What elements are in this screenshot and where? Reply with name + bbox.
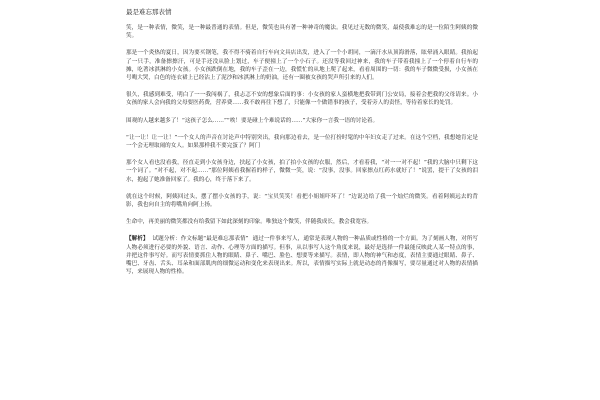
paragraph: 那个女人看也没看我，径直走到小女孩身边，扶起了小女孩，拍了拍小女孩的衣服，然后，才看着我，“对一一对不起！”我的大脑中只剩下这一个词了。“对不起，对不起……”那位阿姨看我握着的样子，微微一笑，说：“没事，没事。回家擦点红药水就好了！”说罢，提干了女孩的泪水，抱起了她准备回家了。我的心，终于落下来了。 bbox=[126, 160, 478, 183]
paragraph: 就在这个时候，阿姨回过头，摆了摆小女孩的手，说：“宝贝笑笑！看把小姐姐吓坏了！”边说边给了我一个灿烂的微笑。看着阿姨远去的背影，我也向自主的将嘴角向阿上扬。 bbox=[126, 193, 478, 209]
paragraph: 很久，我感到难受，明白了一一我闯祸了，我忐忑不安的想象后面的事：小女孩的家人蛮横地把我带到门公安局，接着会把我的父母请来。小女孩的家人会向我的父母要医药费，营养费……我不敢再往下想了，只能像一个做错事的孩子，受着旁人的责怪，等待着家长的处罚。 bbox=[126, 92, 478, 107]
article-title: 最是难忘那表情 bbox=[126, 8, 172, 16]
analysis-label: 试题分析：作文标题“最是难忘那表情” bbox=[152, 236, 249, 243]
paragraph: “让一让！让一让！”一个女人的声音在讨论声中特别突出，我向那边看去，是一位打扮时髦的中年妇女走了过来。在这个空档，我想她肯定是一个会无理取闹的女人。如果那样我不要完蛋了？阿门 bbox=[126, 134, 478, 150]
analysis-heading: 【解析】 bbox=[126, 236, 149, 243]
paragraph: 那是一个炎热的夏日，因为要买钢笔，我不得不骑着自行车向文具店出发，进入了一个小胡同，一滴汗水从顶海滑落，眩晕涌入眼睛。我抬起了一只手，准备擦擦汗，可是手还没从脸上划过，车子便撞上了一个小石子。还没等我回过神来，我的车子带着我撞上了一个停着自行车的摊，吃著冰淇淋的小女孩。小女孩跌倒在地，我的车子歪在一边，我慌忙的从地上爬了起来，看看周围的一切：我的车子微微受损，小女孩在号啕大哭，白色的连衣裙上已经沾上了泥沙和冰淇淋上的奶油，还有一圈被女孩的哭声所引来的人们。 bbox=[126, 50, 478, 82]
paragraph: 生命中，再美丽的微笑都没有给我留下如此深刻的印象。唯独这个微笑，伴随我成长，教会我宽容。 bbox=[126, 219, 373, 226]
article bbox=[126, 8, 478, 394]
paragraph: 围观的人越来越多了！“这孩子怎么……”“唉！要是碰上个难说话的……”大家你一言我一语的讨论着。 bbox=[126, 117, 379, 124]
analysis-section bbox=[126, 235, 478, 276]
analysis-body: 通过一件事来写人，通常是表现人物的一种品质或性格的一个方面。为了刻画人物，对所写人物必须进行必要的外貌、语言、动作、心理等方面的描写。但事，从以事写人这个角度来说，最好是选择一件最能反映此人某一特点的事，并把这件事写好。而写表情要抓住人物的眼睛、鼻子、嘴巴、脸色、想要等来描写。表情，即人物的神气和态度，表情主要通过眼睛、鼻子、嘴巴、牙齿、舌头、耳朵和面部肌肉的细微运动和变化来表现出来。所以，表情描写实际上就是动态的肖像描写，要尽量通过对人物的表情描写，来展现人物的性格。 bbox=[126, 236, 478, 276]
paragraph: 笑，是一种表情，微笑，是一种最普通的表情。但是，微笑也具有著一种神奇的魔法。我见过无数的微笑，最使我难忘的是一位陌生阿姨的微笑。 bbox=[126, 25, 478, 40]
